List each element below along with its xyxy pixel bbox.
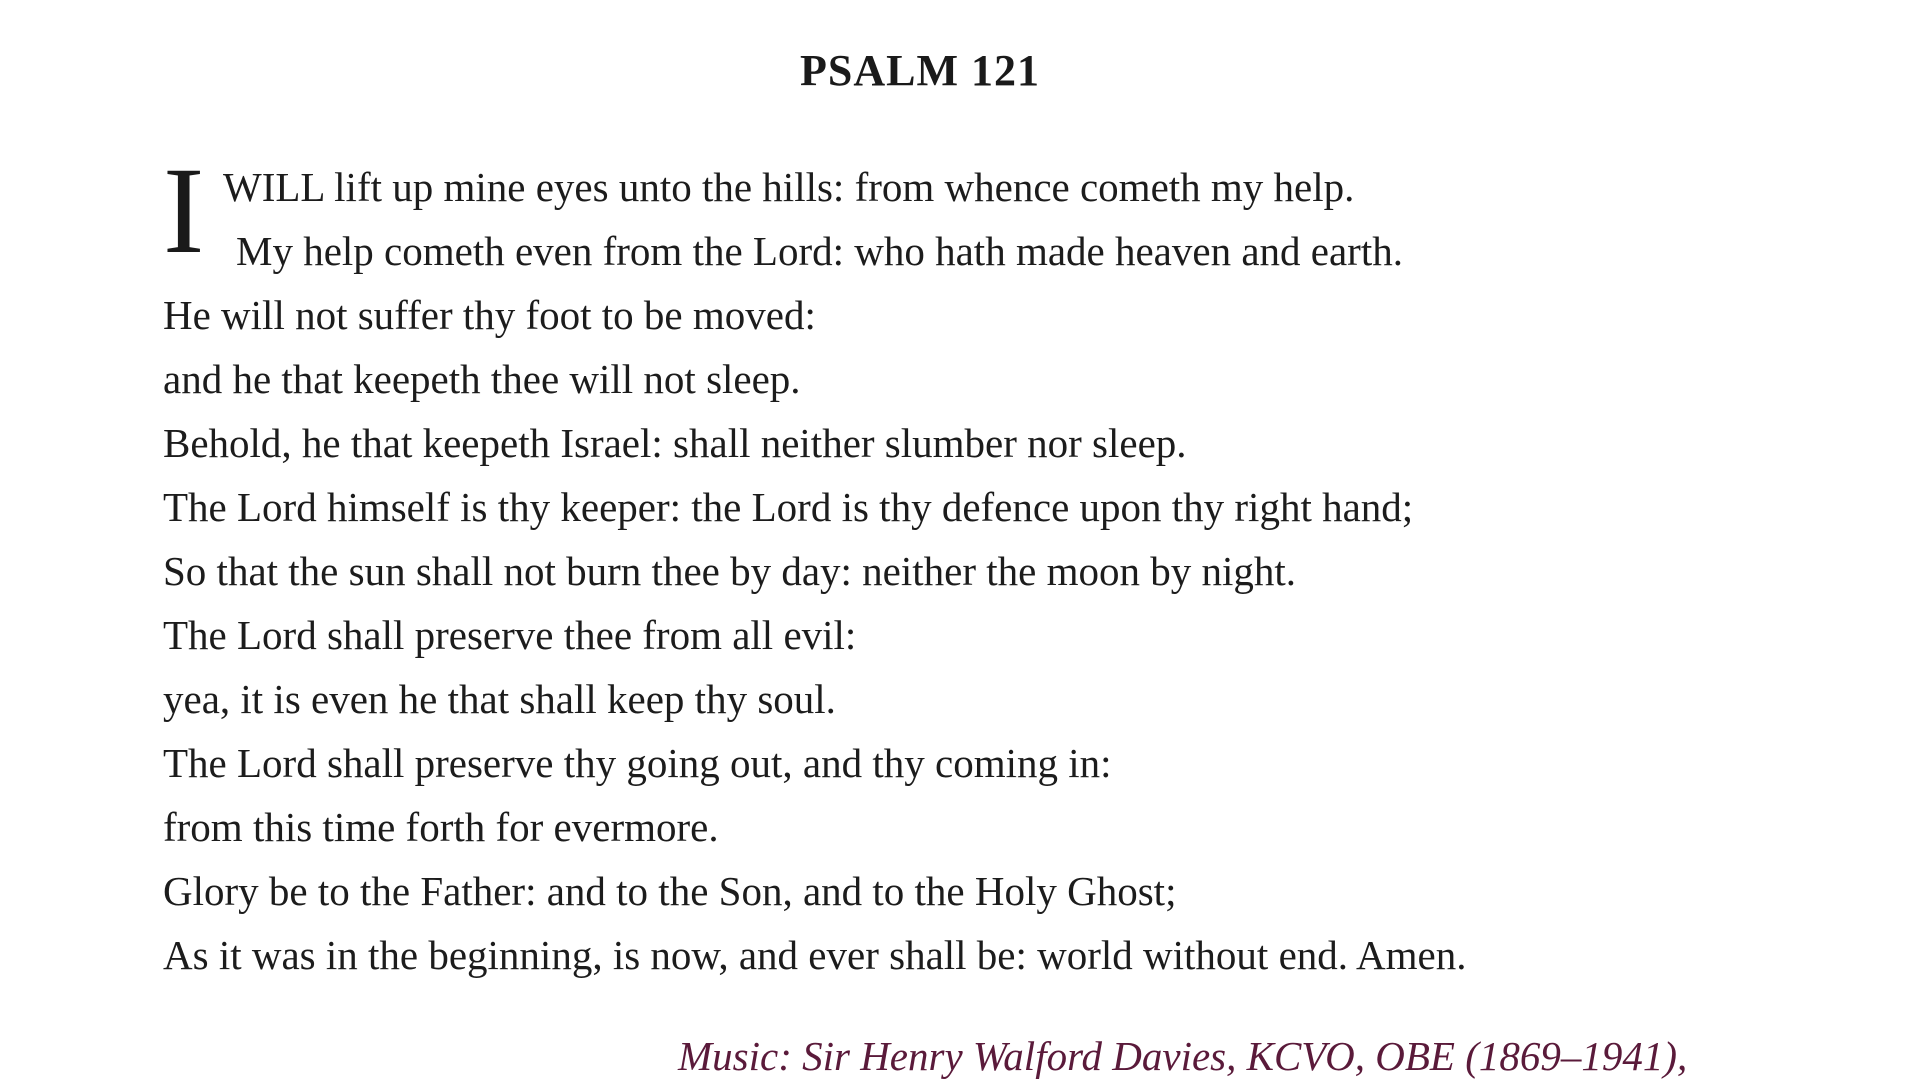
verse-line-1: WILL lift up mine eyes unto the hills: from whence cometh my help. (223, 164, 1355, 210)
verse-line: from this time forth for evermore. (163, 804, 719, 850)
verse-line: Behold, he that keepeth Israel: shall neither slumber nor sleep. (163, 420, 1187, 466)
verse-line: and he that keepeth thee will not sleep. (163, 356, 801, 402)
verse-line: Glory be to the Father: and to the Son, and to the Holy Ghost; (163, 868, 1177, 914)
verse-line: The Lord shall preserve thee from all evil: (163, 612, 857, 658)
opening-verse (163, 142, 1783, 283)
verse-line: The Lord himself is thy keeper: the Lord is thy defence upon thy right hand; (163, 484, 1414, 530)
verse-line: yea, it is even he that shall keep thy soul. (163, 676, 836, 722)
verse-line: So that the sun shall not burn thee by day: neither the moon by night. (163, 548, 1297, 594)
drop-cap: I (163, 142, 205, 279)
verse-line: The Lord shall preserve thy going out, and thy coming in: (163, 740, 1112, 786)
verse-line-2: My help cometh even from the Lord: who hath made heaven and earth. (236, 228, 1403, 274)
page-title: PSALM 121 (800, 46, 1040, 95)
verse-line: As it was in the beginning, is now, and ever shall be: world without end. Amen. (163, 932, 1467, 978)
music-credit: Music: Sir Henry Walford Davies, KCVO, OBE (1869–1941), (678, 1033, 1688, 1079)
psalm-text (163, 142, 1783, 987)
verse-line: He will not suffer thy foot to be moved: (163, 292, 816, 338)
